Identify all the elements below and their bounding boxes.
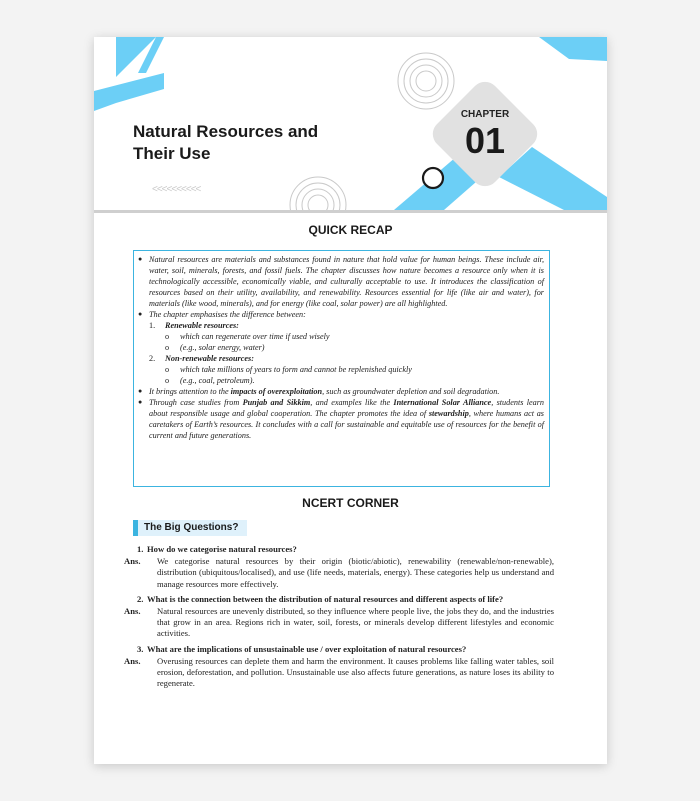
chapter-label: CHAPTER <box>460 109 510 120</box>
question-3-text: What are the implications of unsustainable use / over exploitation of natural resources? <box>147 643 467 654</box>
recap-item-1 <box>138 320 544 353</box>
big-questions-banner <box>133 520 247 536</box>
recap-item-1-number: 1. <box>149 321 156 330</box>
sub-marker: o <box>165 376 170 385</box>
quick-recap-box <box>133 250 550 487</box>
recap-bullet-4-emphasis-2: International Solar Alliance <box>393 398 492 407</box>
answer-label: Ans. <box>124 655 141 666</box>
concentric-circles-top <box>398 53 454 109</box>
question-2-number: 2. <box>137 593 144 604</box>
chapter-title-line1: Natural Resources and <box>133 122 319 141</box>
recap-item-2-sub-1: which take millions of years to form and cannot be replenished quickly <box>180 365 412 374</box>
recap-bullet-1 <box>138 254 544 309</box>
sub-marker: o <box>165 365 170 374</box>
concentric-circles-bottom <box>290 177 346 213</box>
quick-recap-heading: QUICK RECAP <box>308 223 393 237</box>
recap-bullet-1-text: Natural resources are materials and substances found in nature that hold value for human beings. These include air, water, soil, minerals, forests, and fossil fuels. The chapter discusses how nature becomes a resource only when it is technologically accessible, economically viable, and culturally acceptable to use. It introduces the classification of resources based on their utility, availability, and renewability. Resources essential for life (like air and water), for materials (like wood, minerals), and for energy (like coal, solar power) are all highlighted. <box>149 255 544 308</box>
recap-bullet-2 <box>138 309 544 320</box>
recap-bullet-3-emphasis: impacts of overexploitation <box>230 387 323 396</box>
recap-item-1-sub-1: which can regenerate over time if used wisely <box>180 332 330 341</box>
top-right-band <box>539 37 607 61</box>
answer-3 <box>124 656 554 690</box>
recap-bullet-3-text-a: It brings attention to the <box>149 387 231 396</box>
recap-item-2-number: 2. <box>149 354 156 363</box>
top-left-chevron-bottom <box>94 73 164 111</box>
recap-bullet-4 <box>138 397 544 441</box>
answer-3-text: Overusing resources can deplete them and harm the environment. It causes problems like falling water tables, soil erosion, deforestation, and pollution. Unsustainable use also affects future generations, as nature loses its ability to regenerate. <box>157 655 554 689</box>
header-divider <box>94 210 607 213</box>
question-1-text: How do we categorise natural resources? <box>147 544 297 554</box>
recap-item-2 <box>138 353 544 386</box>
sub-marker: o <box>165 343 170 352</box>
chapter-title-line2: Their Use <box>133 144 211 163</box>
answer-2-text: Natural resources are unevenly distributed, so they influence where people live, the jobs they do, and the industries that grow in an area. Regions rich in water, soil, forests, or minerals develop different lifestyles and economic activities. <box>157 606 554 639</box>
answer-2 <box>124 606 554 640</box>
recap-item-1-sub-2: (e.g., solar energy, water) <box>180 343 265 352</box>
arrow-chevrons: <<<<<<<<<< <box>152 184 201 195</box>
answer-1-text: We categorise natural resources by their origin (biotic/abiotic), renewability (renewable/non-renewable), distribution (ubiquitous/localised), and use (life needs, materials, energy). These categories help us understand and manage resources more effectively. <box>157 556 554 589</box>
recap-bullet-4-text-a: Through case studies from <box>149 398 243 407</box>
qa-list <box>124 544 554 693</box>
recap-bullet-3 <box>138 386 544 397</box>
recap-bullet-3-text-c: , such as groundwater depletion and soil degradation. <box>322 387 500 396</box>
recap-bullet-4-emphasis-3: stewardship <box>428 409 469 418</box>
answer-label: Ans. <box>124 556 141 567</box>
question-3-number: 3. <box>137 643 144 654</box>
recap-item-2-title: Non-renewable resources: <box>165 354 254 363</box>
recap-bullet-4-text-e: , students learn about responsible usage and global cooperation. The chapter promotes the idea of <box>149 398 544 418</box>
question-3 <box>124 644 554 655</box>
ncert-corner-heading: NCERT CORNER <box>302 496 399 510</box>
recap-bullet-4-text-g: , where humans act as caretakers of Earth’s resources. It concludes with a call for sustainable and equitable use of resources for the benefit of current and future generations. <box>149 409 544 440</box>
answer-label: Ans. <box>124 606 141 617</box>
recap-item-2-sub-2: (e.g., coal, petroleum). <box>180 376 255 385</box>
question-2-text: What is the connection between the distribution of natural resources and different aspects of life? <box>147 593 504 604</box>
banner-accent <box>133 520 138 536</box>
recap-item-1-title: Renewable resources: <box>165 321 239 330</box>
answer-1 <box>124 556 554 590</box>
question-2 <box>124 594 554 605</box>
textbook-page <box>94 37 607 764</box>
recap-bullet-4-text-c: , and examples like the <box>310 398 394 407</box>
ring-icon <box>423 168 443 188</box>
chapter-number: 01 <box>464 120 506 161</box>
recap-bullet-2-text: The chapter emphasises the difference between: <box>149 310 306 319</box>
question-1-number: 1. <box>137 544 144 554</box>
big-questions-label: The Big Questions? <box>144 522 239 533</box>
sub-marker: o <box>165 332 170 341</box>
recap-bullet-4-emphasis-1: Punjab and Sikkim <box>242 398 311 407</box>
chapter-title <box>133 121 363 165</box>
question-1 <box>124 544 554 555</box>
recap-list <box>138 254 544 441</box>
